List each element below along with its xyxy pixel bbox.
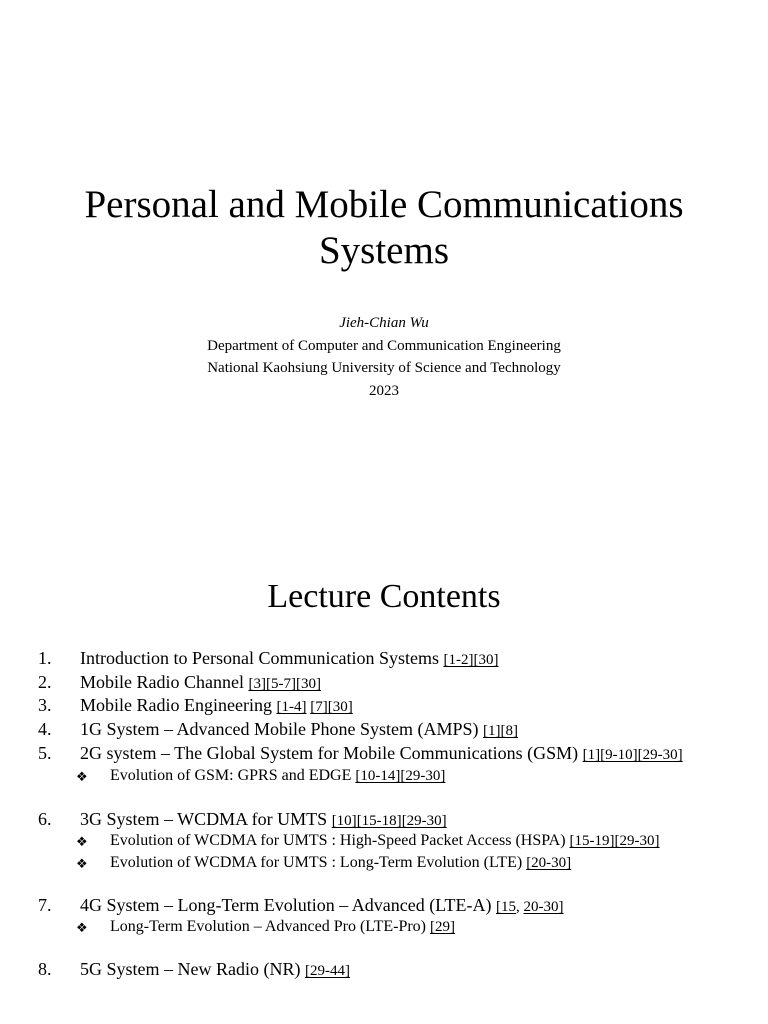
reference-links <box>443 652 498 668</box>
item-text <box>110 917 455 937</box>
reference-link[interactable]: [15-18] <box>356 813 402 829</box>
item-number: 1. <box>38 648 52 668</box>
item-label: Long-Term Evolution – Advanced Pro (LTE-Pro) <box>110 918 431 935</box>
item-number: 8. <box>38 959 52 979</box>
reference-link[interactable]: 20-30] <box>523 899 564 915</box>
lecture-contents-heading: Lecture Contents <box>267 578 501 615</box>
item-label: 4G System – Long-Term Evolution – Advanced (LTE-A) <box>80 895 497 915</box>
reference-link[interactable]: [29-30] <box>400 768 446 784</box>
reference-link[interactable]: [1] <box>483 723 501 739</box>
title-line-2: Systems <box>318 229 450 272</box>
reference-link[interactable]: [20-30] <box>526 855 572 871</box>
item-label: 1G System – Advanced Mobile Phone System (AMPS) <box>80 719 483 739</box>
item-number: 5. <box>38 743 52 763</box>
reference-link[interactable]: [29-30] <box>614 833 660 849</box>
item-text <box>110 766 445 786</box>
item-label: Evolution of WCDMA for UMTS : High-Speed Packet Access (HSPA) <box>110 832 570 849</box>
reference-link[interactable]: [1-4] <box>276 699 307 715</box>
diamond-bullet-icon: ❖ <box>76 921 88 936</box>
reference-links <box>276 699 352 715</box>
item-text <box>80 671 321 695</box>
item-label: Evolution of GSM: GPRS and EDGE <box>110 767 356 784</box>
reference-link[interactable]: [30] <box>327 699 353 715</box>
item-text <box>80 694 353 718</box>
reference-link[interactable]: [9-10] <box>600 747 638 763</box>
item-number: 3. <box>38 695 52 715</box>
reference-links <box>355 768 445 784</box>
author-university: National Kaohsiung University of Science and Technology <box>207 360 561 376</box>
item-label: Mobile Radio Engineering <box>80 695 277 715</box>
reference-links <box>332 813 447 829</box>
reference-link[interactable]: [8] <box>500 723 518 739</box>
item-text <box>80 958 350 982</box>
reference-link[interactable]: [3] <box>248 676 266 692</box>
reference-link[interactable]: [5-7] <box>265 676 296 692</box>
reference-link[interactable]: [10] <box>331 813 357 829</box>
item-text <box>110 831 660 851</box>
item-label: 5G System – New Radio (NR) <box>80 959 305 979</box>
reference-links <box>248 676 321 692</box>
item-number: 6. <box>38 809 52 829</box>
item-label: 3G System – WCDMA for UMTS <box>80 809 332 829</box>
reference-links <box>483 723 518 739</box>
item-number: 7. <box>38 895 52 915</box>
reference-links <box>570 833 660 849</box>
item-label: 2G system – The Global System for Mobile Communications (GSM) <box>80 743 583 763</box>
reference-link[interactable]: [1] <box>582 747 601 763</box>
item-label: Evolution of WCDMA for UMTS : Long-Term Evolution (LTE) <box>110 854 527 871</box>
item-text <box>80 808 447 832</box>
reference-separator: , <box>516 899 524 915</box>
reference-link[interactable]: [29-30] <box>637 747 683 763</box>
reference-link[interactable]: [10-14] <box>355 768 401 784</box>
reference-link[interactable]: [1-2] <box>443 652 474 668</box>
reference-links <box>526 855 571 871</box>
item-text <box>80 742 683 766</box>
reference-link[interactable]: [30] <box>473 652 499 668</box>
item-label: Introduction to Personal Communication Systems <box>80 648 444 668</box>
diamond-bullet-icon: ❖ <box>76 835 88 850</box>
reference-link[interactable]: [15-19] <box>569 833 615 849</box>
author-department: Department of Computer and Communication Engineering <box>207 337 561 354</box>
item-text <box>80 894 564 918</box>
reference-link[interactable]: [29-44] <box>304 963 350 979</box>
reference-links <box>305 963 350 979</box>
title-line-1: Personal and Mobile Communications <box>84 183 684 226</box>
document-year: 2023 <box>369 382 399 399</box>
diamond-bullet-icon: ❖ <box>76 857 88 872</box>
author-name: Jieh-Chian Wu <box>339 315 429 331</box>
reference-links <box>496 899 564 915</box>
reference-links <box>430 919 455 935</box>
item-text <box>80 647 498 671</box>
item-number: 4. <box>38 719 52 739</box>
reference-link[interactable]: [15 <box>496 899 517 915</box>
diamond-bullet-icon: ❖ <box>76 770 88 785</box>
reference-link[interactable]: [29] <box>430 919 456 935</box>
reference-links <box>583 747 683 763</box>
item-label: Mobile Radio Channel <box>80 672 249 692</box>
reference-link[interactable]: [29-30] <box>401 813 447 829</box>
item-number: 2. <box>38 672 52 692</box>
reference-link[interactable]: [30] <box>295 676 321 692</box>
reference-link[interactable]: [7] <box>310 699 328 715</box>
item-text <box>110 853 571 873</box>
item-text <box>80 718 518 742</box>
